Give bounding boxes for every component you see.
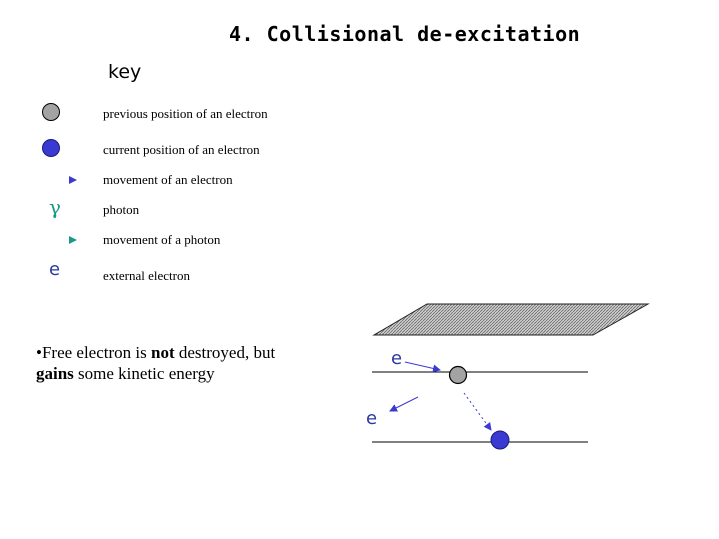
key-label-photon-movement: movement of a photon: [103, 232, 221, 247]
key-label-external-electron: external electron: [103, 268, 190, 283]
note-bold-not: not: [151, 343, 175, 362]
note-text-2: destroyed, but: [174, 343, 276, 362]
note-text-3: some kinetic energy: [73, 364, 215, 383]
key-label-current-position: current position of an electron: [103, 142, 260, 157]
key-label-electron-movement: movement of an electron: [103, 172, 233, 187]
outgoing-electron-arrow: [390, 397, 418, 411]
current-electron-position: [491, 431, 509, 449]
outgoing-electron-label: e: [366, 408, 378, 429]
note-bullet: •: [36, 343, 42, 362]
key-heading: key: [108, 61, 142, 83]
key-label-photon: photon: [103, 202, 140, 217]
incoming-electron-label: e: [391, 348, 403, 369]
page-title: 4. Collisional de-excitation: [229, 22, 581, 46]
note-text-1: Free electron is: [41, 343, 151, 362]
note-bold-gains: gains: [36, 364, 74, 383]
key-label-previous-position: previous position of an electron: [103, 106, 268, 121]
continuum-band: [374, 304, 648, 335]
gamma-photon-icon: γ: [49, 195, 61, 219]
external-electron-icon: e: [49, 259, 61, 280]
previous-electron-position: [450, 367, 467, 384]
de-excitation-arrow: [464, 393, 491, 430]
incoming-electron-arrow: [405, 362, 440, 370]
